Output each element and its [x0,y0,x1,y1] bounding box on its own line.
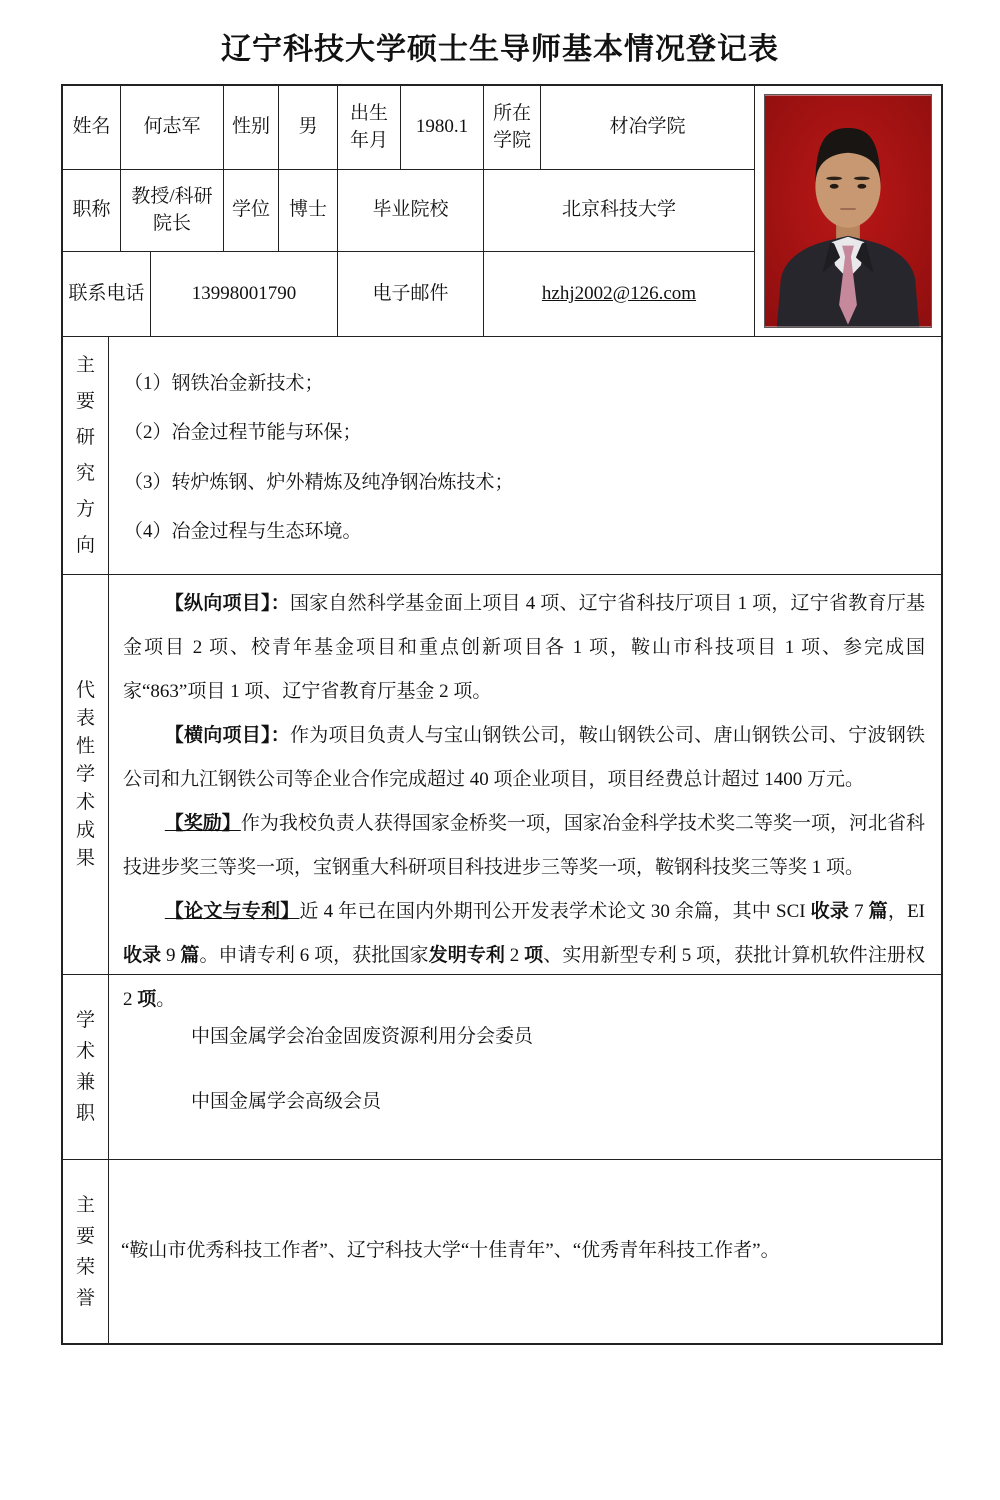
research-item: （3）转炉炼钢、炉外精炼及纯净钢冶炼技术； [124,471,514,493]
job-title-label: 职称 [63,170,121,251]
horizontal-projects-paragraph [123,714,925,802]
portrait-photo [764,94,932,328]
college-value: 材冶学院 [541,86,755,169]
eye-left [830,184,839,189]
awards-tag: 【奖励】 [164,813,241,834]
info-row-1 [63,86,755,170]
research-directions-row [63,337,941,575]
honors-label: 主要荣誉 [75,1194,95,1309]
horizontal-projects-tag: 【横向项目】： [164,725,291,746]
registration-table [61,84,943,1345]
position-item: 中国金属学会冶金固废资源利用分会委员 [191,1026,534,1047]
achievements-content [109,575,941,1010]
academic-positions-header [63,975,109,1159]
page-title: 辽宁科技大学硕士生导师基本情况登记表 [221,33,779,66]
degree-label: 学位 [224,170,279,251]
papers-patents-paragraph: 【论文与专利】近 4 年已在国内外期刊公开发表学术论文 30 余篇，其中 SCI 收录 7 篇，EI 收录 9 篇。申请专利 6 项，获批国家发明专利 2 项、实用新型专利 5 项，获批计算机软件注册权 2 项。 [123,901,925,1010]
papers-patents-tag: 【论文与专利】 [164,901,300,922]
honors-text: “鞍山市优秀科技工作者”、辽宁科技大学“十佳青年”、“优秀青年科技工作者”。 [121,1240,780,1262]
achievements-header [63,575,109,974]
research-item: （1）钢铁冶金新技术； [124,372,324,394]
basic-info-section [63,86,941,337]
research-directions-content [109,337,941,574]
honors-row [63,1160,941,1343]
email-label: 电子邮件 [338,252,484,336]
research-directions-header [63,337,109,574]
achievements-row [63,575,941,1010]
school-value: 北京科技大学 [484,170,755,251]
email-link[interactable]: hzhj2002@126.com [541,282,697,304]
vertical-projects-paragraph [123,582,925,714]
job-title-value: 教授/科研院长 [121,170,224,251]
honors-header [63,1160,109,1343]
awards-text: 作为我校负责人获得国家金桥奖一项，国家冶金科学技术奖二等奖一项，河北省科技进步奖三等奖一项，宝钢重大科研项目科技进步三等奖一项，鞍钢科技奖三等奖 1 项。 [123,813,925,878]
gender-value: 男 [279,86,338,169]
research-item: （2）冶金过程节能与环保； [124,422,362,444]
degree-value: 博士 [279,170,338,251]
eye-right [857,184,866,189]
name-label: 姓名 [63,86,121,169]
eyebrow-right [854,177,870,181]
awards-paragraph [123,802,925,890]
achievements-label: 代表性学术成果 [75,679,95,869]
photo-cell [755,86,941,336]
mouth [840,208,856,210]
academic-positions-row [63,975,941,1160]
name-value: 何志军 [121,86,224,169]
research-directions-label: 主要研究方向 [75,354,95,556]
research-item: （4）冶金过程与生态环境。 [124,521,362,543]
academic-positions-content [109,975,941,1159]
school-label: 毕业院校 [338,170,484,251]
birth-label: 出生年月 [338,86,401,169]
vertical-projects-text: 国家自然科学基金面上项目 4 项、辽宁省科技厅项目 1 项，辽宁省教育厅基金项目 2 项、校青年基金项目和重点创新项目各 1 项，鞍山市科技项目 1 项、参完成国家“863”项目 1 项、辽宁省教育厅基金 2 项。 [123,593,925,702]
eyebrow-left [826,177,842,181]
position-item: 中国金属学会高级会员 [191,1091,382,1112]
horizontal-projects-text: 作为项目负责人与宝山钢铁公司，鞍山钢铁公司、唐山钢铁公司、宁波钢铁公司和九江钢铁公司等企业合作完成超过 40 项企业项目，项目经费总计超过 1400 万元。 [123,725,925,790]
basic-info-grid [63,86,755,336]
academic-positions-label: 学术兼职 [75,1010,95,1124]
college-label: 所在学院 [484,86,541,169]
info-row-3 [63,252,755,336]
vertical-projects-tag: 【纵向项目】： [164,593,290,614]
email-cell [484,252,755,336]
honors-content [109,1160,941,1343]
birth-value: 1980.1 [401,86,484,169]
phone-label: 联系电话 [63,252,151,336]
info-row-2 [63,170,755,252]
phone-value: 13998001790 [151,252,338,336]
gender-label: 性别 [224,86,279,169]
